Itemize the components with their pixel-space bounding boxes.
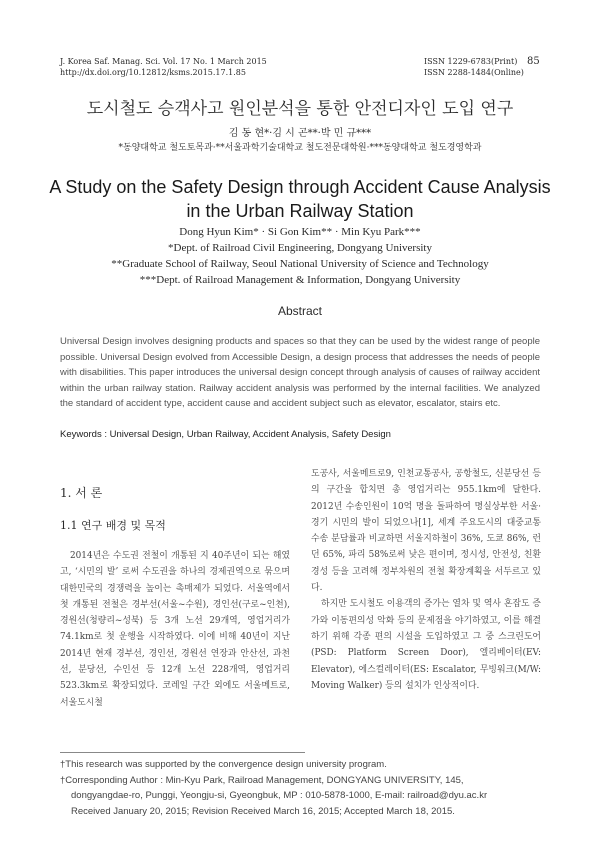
page-number: 85 <box>527 56 540 67</box>
footnotes <box>60 757 540 819</box>
english-title <box>0 175 600 223</box>
issn-print: ISSN 1229-6783(Print) <box>424 57 518 66</box>
korean-title: 도시철도 승객사고 원인분석을 통한 안전디자인 도입 연구 <box>86 99 514 119</box>
subsection-heading: 1.1 연구 배경 및 목적 <box>60 519 166 532</box>
section-heading: 1. 서 론 <box>60 486 103 500</box>
affiliation-2: **Graduate School of Railway, Seoul National University of Science and Technology <box>111 258 489 270</box>
left-paragraph: 2014년은 수도권 전철이 개통된 지 40주년이 되는 해였고, ‘시민의 발’ 로써 수도권을 하나의 경제권역으로 묶으며 대한민국의 경쟁력을 높이는 촉매제가 되었다. 서울역에서 첫 개통된 전철은 경부선(서울~수원), 경인선(구로~인천), 경원선(청량리~성북) 등 3개 노선 29개역, 영업거리가 74.1km로 첫 운행을 시작하였다. 이에 비해 40년이 지난 2014년 현재 경부선, 경인선, 경원선 연장과 안산선, 과천선, 분당선, 수인선 등 12개 노선 228개역, 영업거리 523.3km로 확장되었다. 코레일 구간 외에도 서울메트로, 서울도시철 <box>60 551 290 708</box>
doi-link[interactable]: http://dx.doi.org/10.12812/ksms.2015.17.1.85 <box>60 68 246 77</box>
right-paragraph-2: 하지만 도시철도 이용객의 증가는 열차 및 역사 혼잡도 증가와 이동편의성 악화 등의 문제점을 야기하였고, 이를 해결하기 위해 각종 편의 시설을 도입하였고 그 중 스크린도어(PSD: Platform Screen Door), 엘리베이터(EV: Elevator), 에스컬레이터(ES: Escalator, 무빙워크(M/W: Moving Walker) 등의 설치가 인상적이다. <box>311 599 541 691</box>
korean-affiliations: *동양대학교 철도토목과·**서울과학기술대학교 철도전문대학원·***동양대학교 철도경영학과 <box>118 143 482 153</box>
corresponding-author-address: dongyangdae-ro, Punggi, Yeongju-si, Gyeongbuk, MP : 010-5878-1000, E-mail: railroad@dyu.ac.kr <box>71 790 488 801</box>
issn-online: ISSN 2288-1484(Online) <box>424 68 524 77</box>
english-title-line-1: A Study on the Safety Design through Accident Cause Analysis <box>49 177 551 197</box>
english-authors: Dong Hyun Kim* · Si Gon Kim** · Min Kyu Park*** <box>179 226 421 238</box>
journal-header <box>60 56 267 78</box>
right-column <box>311 466 541 694</box>
affiliation-3: ***Dept. of Railroad Management & Information, Dongyang University <box>139 274 461 286</box>
abstract-body: Universal Design involves designing products and spaces so that they can be used by the widest range of people possible. Universal Design evolved from Accessible Design, a design process that addresses the needs of people with disabilities. This paper introduces the universal design concept through analysis of causes of railway accident within the urban railway station. Railway accident analysis was performed by the internal facilities. We analyzed the standard of accident type, accident cause and accident subject such as elevator, escalator, stairs etc. <box>60 336 540 409</box>
footnote-divider <box>60 752 305 753</box>
issn-block <box>424 56 524 78</box>
abstract-heading: Abstract <box>277 304 322 318</box>
corresponding-author-note: †Corresponding Author : Min-Kyu Park, Railroad Management, DONGYANG UNIVERSITY, 145, <box>60 774 464 786</box>
korean-authors: 김 동 현*·김 시 곤**·박 민 규*** <box>228 128 372 139</box>
keywords: Keywords : Universal Design, Urban Railway, Accident Analysis, Safety Design <box>60 429 391 440</box>
right-paragraph-1: 도공사, 서울메트로9, 인천교통공사, 공항철도, 신분당선 등의 구간을 합치면 총 영업거리는 955.1km에 달한다. 2012년 수송인원이 10억 명을 돌파하여 명실상부한 서울·경기 시민의 발이 되었으나[1], 세계 주요도시의 대중교통 수송 분담률과 비교하면 서울지하철이 36%, 도쿄 86%, 런던 65%, 파리 58%로써 낮은 편이며, 정시성, 안전성, 친환경성 등을 고려해 정부차원의 전철 확장계획을 서두르고 있다. <box>311 469 541 594</box>
received-dates: Received January 20, 2015; Revision Received March 16, 2015; Accepted March 18, 2015. <box>71 805 455 817</box>
left-column <box>60 548 290 711</box>
english-title-line-2: in the Urban Railway Station <box>186 201 414 221</box>
journal-citation: J. Korea Saf. Manag. Sci. Vol. 17 No. 1 March 2015 <box>60 57 267 66</box>
funding-note: †This research was supported by the convergence design university program. <box>60 759 387 770</box>
affiliation-1: *Dept. of Railroad Civil Engineering, Dongyang University <box>168 242 432 254</box>
